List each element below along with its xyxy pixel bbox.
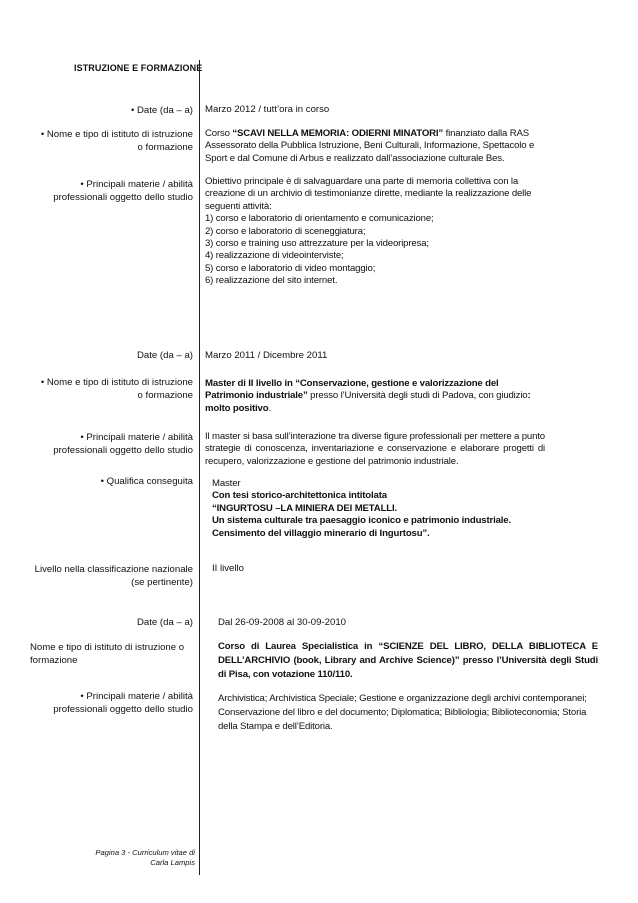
entry2-livello-value: II livello: [212, 563, 244, 574]
entry1-institute-label: • Nome e tipo di istituto di istruzione o formazione: [40, 129, 193, 153]
list-item: 6) realizzazione del sito internet.: [205, 275, 338, 287]
section-heading: ISTRUZIONE E FORMAZIONE: [74, 63, 203, 73]
page-footer: [60, 848, 195, 868]
footer-page-line: Pagina 3 - Curriculum vitae di: [95, 848, 195, 857]
entry2-livello-label: Livello nella classificazione nazionale (se pertinente): [34, 564, 193, 588]
thesis-line: Un sistema culturale tra paesaggio iconico e patrimonio industriale.: [212, 515, 512, 527]
list-item: 5) corso e laboratorio di video montaggio;: [205, 262, 376, 274]
column-divider: [199, 60, 200, 875]
entry2-qualifica-label: • Qualifica conseguita: [100, 476, 193, 487]
entry1-subjects-list: [205, 213, 535, 287]
entry1-institute-value: Corso “SCAVI NELLA MEMORIA: ODIERNI MINATORI” finanziato dalla RAS Assessorato della Pubblica Istruzione, Beni Culturali, Informazione, Spettacolo e Sport e dal Comune di Arbus e realizzato dall’associazione culturale Bes.: [205, 128, 535, 164]
thesis-line: Censimento del villaggio minerario di Ingurtosu”.: [212, 527, 430, 539]
entry1-subjects-label: • Principali materie / abilità professionali oggetto dello studio: [53, 179, 193, 203]
entry1-date-value: Marzo 2012 / tutt’ora in corso: [205, 104, 330, 115]
entry3-date-label: Date (da – a): [137, 617, 193, 628]
entry3-date-value: Dal 26-09-2008 al 30-09-2010: [218, 617, 347, 628]
list-item: 2) corso e laboratorio di sceneggiatura;: [205, 225, 366, 237]
entry1-subjects-intro: Obiettivo principale è di salvaguardare una parte di memoria collettiva con la creazione di un archivio di testimonianze dirette, mediante la realizzazione delle seguenti attività:: [205, 176, 532, 212]
footer-name-line: Carla Lampis: [150, 858, 195, 867]
list-item: 4) realizzazione di videointerviste;: [205, 250, 344, 262]
entry2-date-label: Date (da – a): [137, 350, 193, 361]
list-item: 3) corso e training uso attrezzature per la videoripresa;: [205, 238, 429, 250]
entry2-subjects-value: Il master si basa sull’interazione tra diverse figure professionali per mettere a punto strategie di conoscenza, inventariazione e conservazione e elaborare progetti di recupero, valorizzazione e gestione del patrimonio industriale.: [205, 431, 545, 467]
entry2-date-value: Marzo 2011 / Dicembre 2011: [205, 350, 328, 361]
entry3-subjects-value: Archivistica; Archivistica Speciale; Gestione e organizzazione degli archivi contemporanei; Conservazione del libro e del documento; Diplomatica; Bibliologia; Biblioteconomia; Storia della Stampa e dell’Editoria.: [218, 693, 587, 732]
entry3-subjects-label: • Principali materie / abilità professionali oggetto dello studio: [53, 691, 193, 715]
entry2-institute-value: Master di II livello in “Conservazione, gestione e valorizzazione del Patrimonio industriale” presso l’Università degli studi di Padova, con giudizio: molto positivo.: [205, 378, 531, 414]
list-item: 1) corso e laboratorio di orientamento e comunicazione;: [205, 213, 434, 225]
entry2-qualifica-value: [212, 478, 542, 540]
thesis-line: Con tesi storico-architettonica intitolata: [212, 490, 387, 502]
entry3-institute-value: Corso di Laurea Specialistica in “SCIENZE DEL LIBRO, DELLA BIBLIOTECA E DELL’ARCHIVIO (book, Library and Archive Science)” presso l’Università degli Studi di Pisa, con votazione 110/110.: [218, 641, 598, 680]
qualifica-title: Master: [212, 478, 241, 489]
thesis-line: “INGURTOSU –LA MINIERA DEI METALLI.: [212, 502, 398, 514]
entry1-subjects-value: [205, 176, 535, 288]
entry3-institute-label: Nome e tipo di istituto di istruzione o formazione: [30, 642, 185, 666]
entry2-institute-label: • Nome e tipo di istituto di istruzione o formazione: [40, 377, 193, 401]
entry1-date-label: • Date (da – a): [130, 105, 193, 116]
entry2-subjects-label: • Principali materie / abilità professionali oggetto dello studio: [53, 432, 193, 456]
